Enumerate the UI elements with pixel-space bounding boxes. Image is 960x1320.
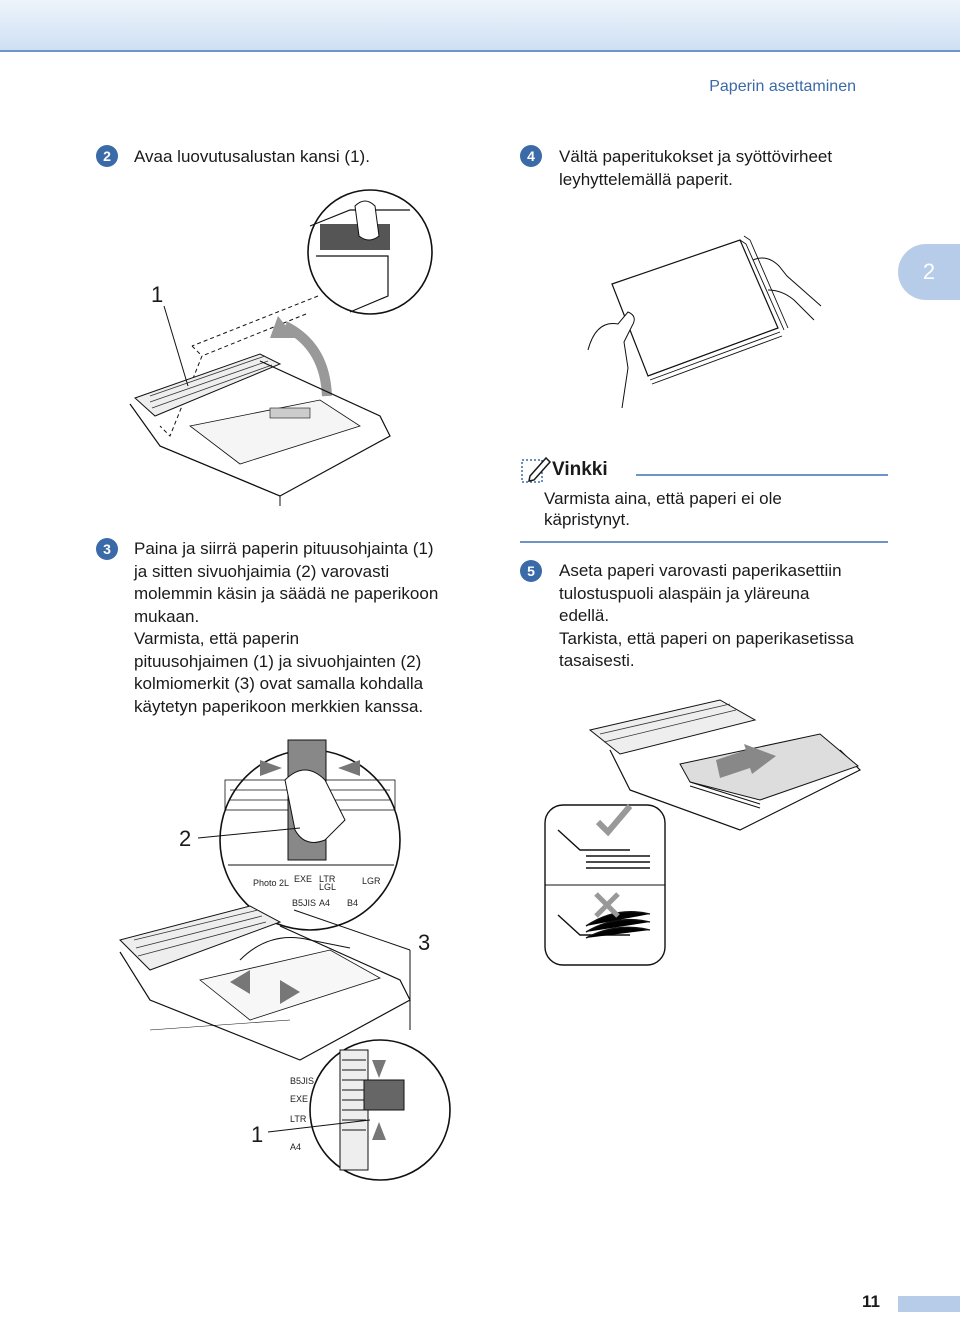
step-5 [559,560,854,673]
step-text-line: mukaan. [134,606,200,626]
note-text-line: Varmista aina, että paperi ei ole [544,489,782,508]
step-number-badge: 3 [96,538,118,560]
note-rule-bottom [520,541,888,543]
step-text-line: Vältä paperitukokset ja syöttövirheet [559,147,833,166]
note-body [544,488,844,530]
guide-mark-label: EXE [290,1094,309,1104]
size-mark-label: EXE [294,874,313,884]
guide-mark-label: B5JIS [290,1076,315,1086]
callout-1: 1 [151,282,164,307]
step-number-badge: 4 [520,145,542,167]
step-number-badge: 2 [96,145,118,167]
note-text-line: käpristynyt. [544,510,630,529]
size-mark-label: A4 [319,898,331,908]
step-text-line: kolmiomerkit (3) ovat samalla kohdalla [134,674,424,693]
step-text-line: ja sitten sivuohjaimia (2) varovasti [134,561,390,581]
size-mark-label: B5JIS [292,898,317,908]
step-text: Avaa luovutusalustan kansi (1). [134,147,370,166]
page-number-bar [898,1296,960,1312]
page-number: 11 [862,1292,880,1311]
note-title: Vinkki [552,459,608,480]
note-rule-top [636,474,888,476]
step-text-line: tulostuspuoli alaspäin ja yläreuna [559,583,810,603]
step-text-line: Varmista, että paperin [134,629,300,648]
fanning-paper-illustration [578,230,818,410]
step-text-line: Aseta paperi varovasti paperikasettiin [559,561,842,580]
size-mark-label: LGR [362,876,381,886]
callout-2: 2 [179,826,192,851]
step-text-line: tasaisesti. [559,651,635,670]
guide-mark-label: A4 [290,1142,302,1152]
step-text-line: käytetyn paperikoon merkkien kanssa. [134,696,424,716]
callout-leader-line [266,1110,376,1140]
size-mark-label: B4 [347,898,359,908]
step-number-badge: 5 [520,560,542,582]
size-mark-label: LGL [319,882,337,892]
step-text-line: Paina ja siirrä paperin pituusohjainta (1) [134,539,434,558]
guide-mark-label: LTR [290,1114,307,1124]
step-text-line: edellä. [559,606,610,625]
paper-loading-illustration [540,690,870,980]
step-4 [559,146,832,191]
callout-3: 3 [418,930,431,955]
step-2 [134,146,370,169]
step-text-line: leyhyttelemällä paperit. [559,169,733,189]
step-text-line: pituusohjaimen (1) ja sivuohjainten (2) [134,651,422,671]
callout-leader-line [196,818,306,848]
size-mark-label: Photo 2L [253,878,290,888]
callout-1-lower: 1 [251,1122,264,1147]
step-text-line: molemmin käsin ja säädä ne paperikoon [134,584,439,603]
top-banner [0,0,960,52]
chapter-tab: 2 [898,244,960,300]
step-3 [134,538,438,718]
callout-leader-line [160,302,200,392]
step-text-line: Tarkista, että paperi on paperikasetissa [559,628,854,648]
note-pencil-icon [520,454,552,484]
size-mark-label: LTR [319,874,336,884]
running-head: Paperin asettaminen [709,78,856,95]
